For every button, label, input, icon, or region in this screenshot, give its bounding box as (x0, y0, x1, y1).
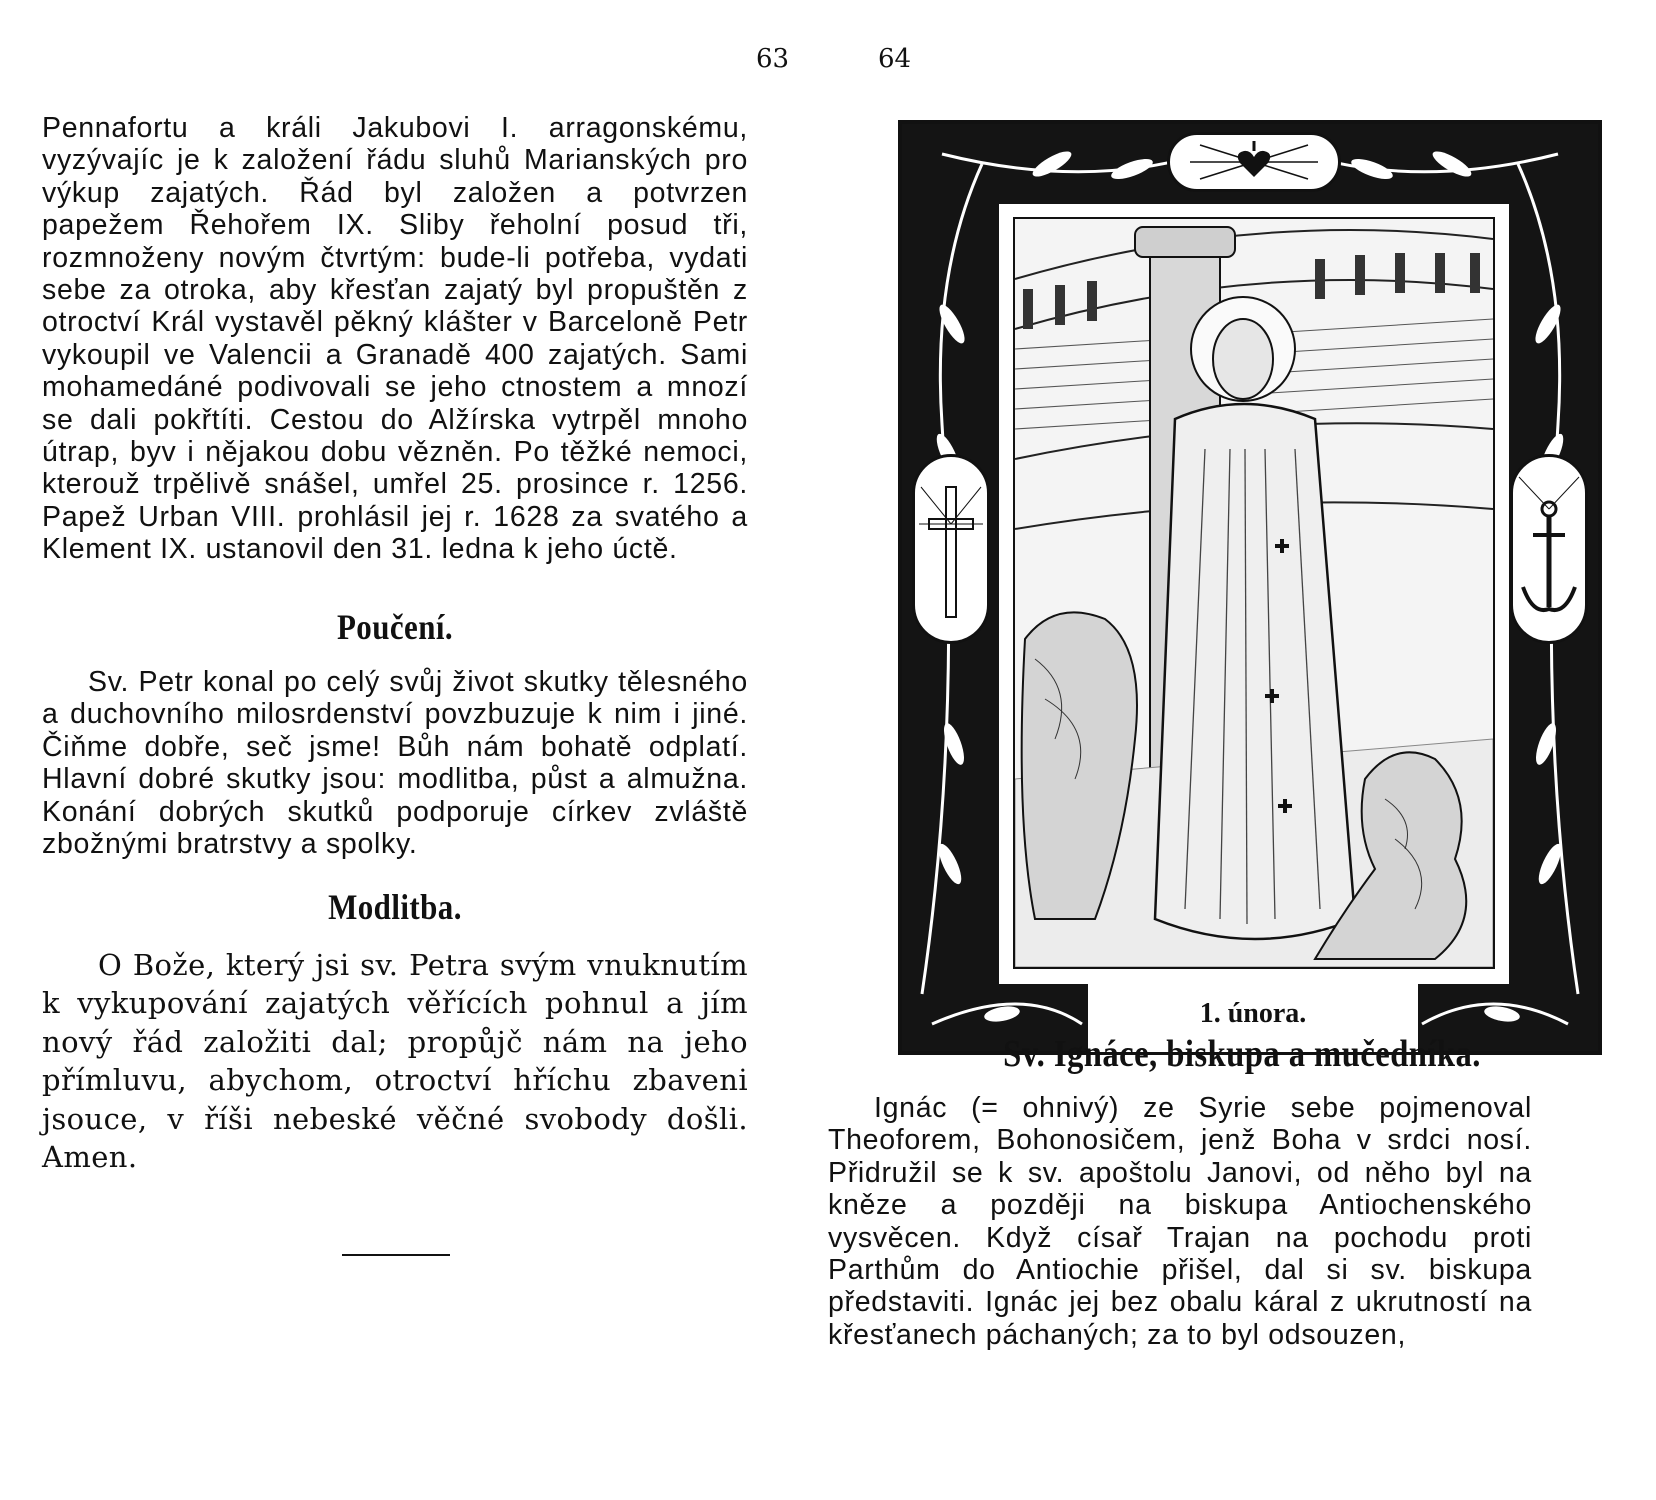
prayer-paragraph: O Bože, který jsi sv. Petra svým vnuknutím k vykupování zajatých věřících pohnul a jím nový řád založiti dal; propůjč nám na jeho přímluvu, abychom, otroctví hříchu zbaveni jsouce, v říši nebeské věčné svobody došli. Amen. (42, 948, 748, 1175)
ignatius-paragraph: Ignác (= ohnivý) ze Syrie sebe pojmenoval Theoforem, Bohonosičem, jenž Boha v srdci nosí. Přidružil se k sv. apoštolu Janovi, od něho byl na kněze a později na biskupa Antiochenského vysvěcen. Když císař Trajan na pochodu proti Parthům do Antiochie přišel, dal si sv. biskupa představiti. Ignác jej bez obalu káral z ukrutností na křesťanech páchaných; za to byl odsouzen, (828, 1092, 1532, 1351)
cross-icon (915, 457, 987, 641)
illustration-caption: 1. února. (1088, 976, 1418, 1052)
closing-rule (342, 1254, 450, 1256)
cross-medallion (912, 454, 990, 644)
section-heading-prayer: Modlitba. (328, 887, 462, 927)
instruction-paragraph: Sv. Petr konal po celý svůj život skutky tělesného a duchovního milosrdenství povzbuzuje k nim i jiné. Čiňme dobře, seč jsme! Bůh nám bohatě odplatí. Hlavní dobré skutky jsou: modlitba, půst a almužna. Konání dobrých skutků podporuje církev zvláště zbožnými bratrstvy a spolky. (42, 666, 748, 861)
right-page (828, 0, 1656, 1500)
page-number: 64 (878, 44, 912, 74)
sacred-heart-icon (1170, 135, 1338, 189)
chapter-heading: Sv. Ignáce, biskupa a mučedníka. (1003, 1033, 1481, 1075)
anchor-medallion (1510, 454, 1588, 644)
section-heading-instruction: Poučení. (336, 607, 454, 647)
body-paragraph: Pennafortu a králi Jakubovi I. arragonskému, vyzývajíc je k založení řádu sluhů Marianských pro výkup zajatých. Řád byl založen a potvrzen papežem Řehořem IX. Sliby řeholní posud tři, rozmnoženy novým čtvrtým: bude-li potřeba, vydati sebe za otroka, aby křesťan zajatý byl propuštěn z otroctví Král vystavěl pěkný klášter v Barceloně Petr vykoupil ve Valencii a Granadě 400 zajatých. Sami mohamedáné podivovali se jeho ctnostem a mnozí se dali pokřtíti. Cestou do Alžírska vytrpěl mnoho útrap, byv i nějakou dobu vězněn. Po těžké nemoci, kterouž trpělivě snášel, umřel 25. prosince r. 1256. Papež Urban VIII. prohlásil jej r. 1628 za svatého a Klement IX. ustanovil den 31. ledna k jeho úctě. (42, 112, 748, 566)
illustration-panel (999, 204, 1509, 984)
saint-ignatius-engraving (1013, 217, 1495, 969)
engraving-scene (1015, 219, 1493, 967)
anchor-icon (1513, 457, 1585, 641)
page-number: 63 (756, 44, 790, 74)
sacred-heart-medallion (1167, 132, 1341, 192)
saint-illustration (898, 120, 1602, 1055)
